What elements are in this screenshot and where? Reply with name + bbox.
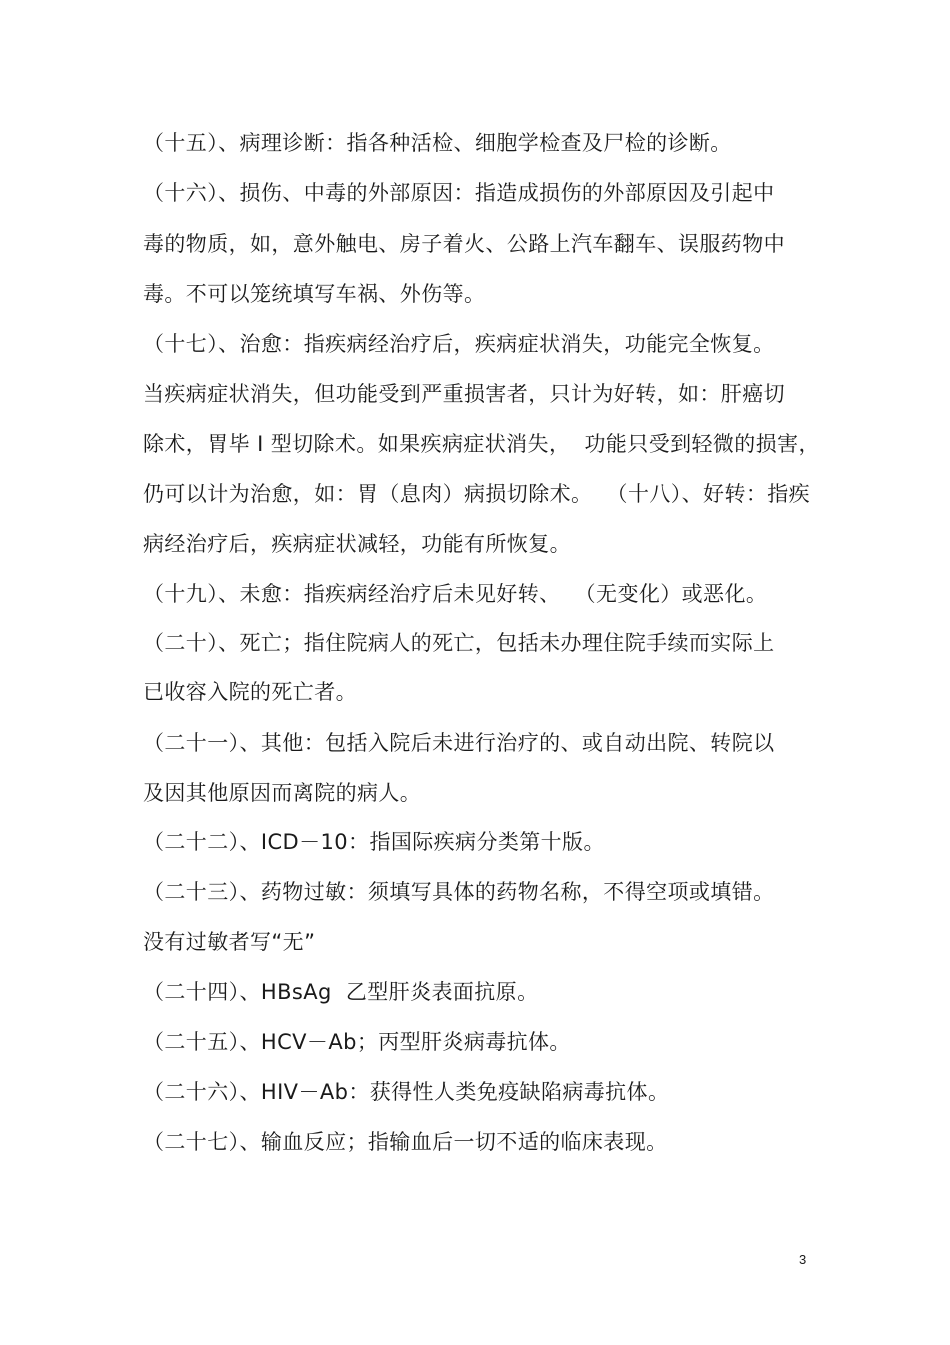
text-line: （十九）、未愈：指疾病经治疗后未见好转、 （无变化）或恶化。 xyxy=(143,582,768,606)
text-line: 没有过敏者写“无” xyxy=(143,930,316,954)
text-line: （二十四）、HBsAg 乙型肝炎表面抗原。 xyxy=(143,980,539,1004)
text-line: 仍可以计为治愈，如：胃（息肉）病损切除术。 （十八）、好转：指疾 xyxy=(143,482,811,506)
text-line: （二十三）、药物过敏：须填写具体的药物名称，不得空项或填错。 xyxy=(143,880,775,904)
text-line: （二十五）、HCV－Ab；丙型肝炎病毒抗体。 xyxy=(143,1030,571,1054)
text-line: 除术，胃毕 Ⅰ 型切除术。如果疾病症状消失， 功能只受到轻微的损害， xyxy=(143,432,820,456)
text-line: 当疾病症状消失，但功能受到严重损害者，只计为好转，如：肝癌切 xyxy=(143,382,785,406)
text-line: （十六）、损伤、中毒的外部原因：指造成损伤的外部原因及引起中 xyxy=(143,181,775,205)
text-line: 毒的物质，如，意外触电、房子着火、公路上汽车翻车、误服药物中 xyxy=(143,232,785,256)
text-line: （十五）、病理诊断：指各种活检、细胞学检查及尸检的诊断。 xyxy=(143,131,732,155)
text-line: （十七）、治愈：指疾病经治疗后，疾病症状消失，功能完全恢复。 xyxy=(143,332,775,356)
text-line: 及因其他原因而离院的病人。 xyxy=(143,781,422,805)
text-line: 毒。不可以笼统填写车祸、外伤等。 xyxy=(143,282,486,306)
page-number: 3 xyxy=(799,1252,807,1267)
text-line: （二十二）、ICD－10：指国际疾病分类第十版。 xyxy=(143,830,605,854)
text-line: 已收容入院的死亡者。 xyxy=(143,680,357,704)
text-line: （二十一）、其他：包括入院后未进行治疗的、或自动出院、转院以 xyxy=(143,731,775,755)
text-line: （二十七）、输血反应；指输血后一切不适的临床表现。 xyxy=(143,1130,668,1154)
text-line: （二十）、死亡；指住院病人的死亡，包括未办理住院手续而实际上 xyxy=(143,631,775,655)
text-line: 病经治疗后，疾病症状减轻，功能有所恢复。 xyxy=(143,532,571,556)
text-line: （二十六）、HIV－Ab：获得性人类免疫缺陷病毒抗体。 xyxy=(143,1080,670,1104)
